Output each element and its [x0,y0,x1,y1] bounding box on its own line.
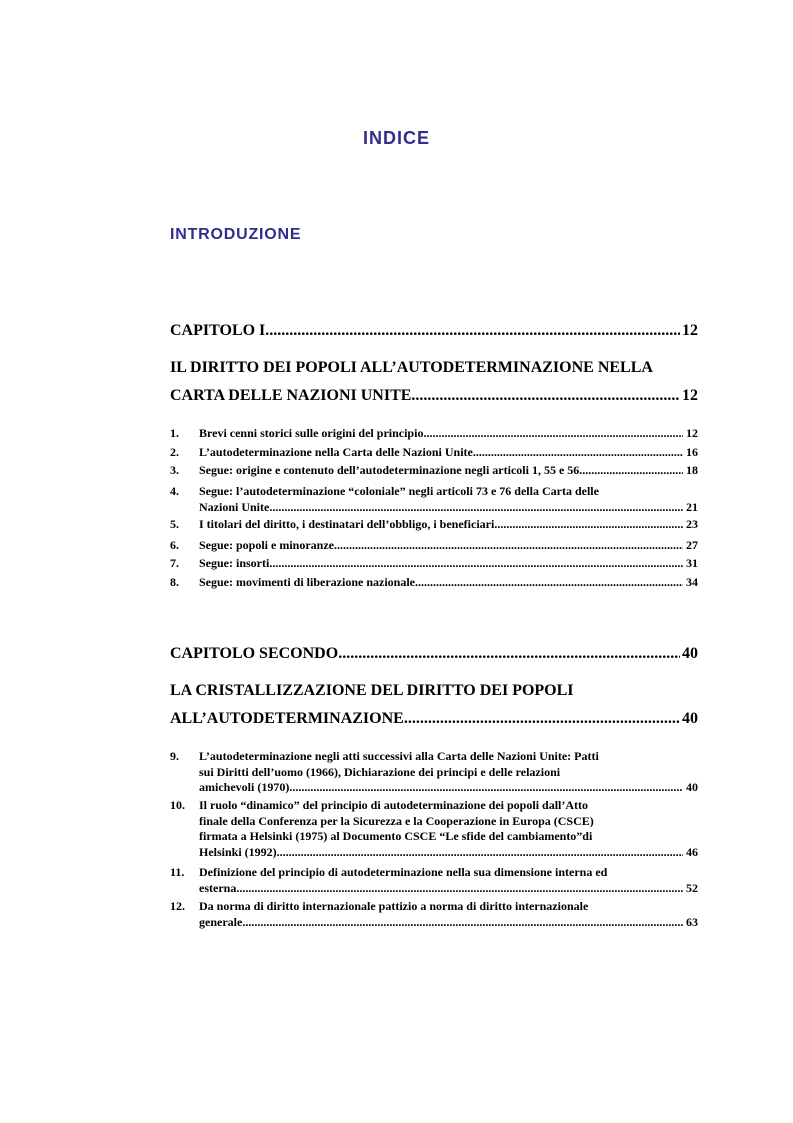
toc-entry-page: 40 [686,780,698,794]
toc-entry-text-line: L’autodeterminazione negli atti successivi alla Carta delle Nazioni Unite: Patti [199,749,599,763]
toc-entry-text: Segue: movimenti di liberazione nazionale [199,575,415,589]
toc-entry-text: Segue: insorti [199,556,270,570]
chapter-1-heading-line-2 [170,387,698,405]
toc-entry-text: esterna [199,880,237,895]
toc-entry-text: L’autodeterminazione nella Carta delle Nazioni Unite [199,445,473,459]
toc-entry-body [199,517,698,533]
toc-entry-number: 5. [170,517,179,531]
toc-entry-last-line [199,426,698,442]
chapter-2-label: CAPITOLO SECONDO [170,645,339,662]
toc-entry [170,749,698,796]
toc-entry-body [199,426,698,442]
toc-entry-number: 11. [170,865,185,879]
leader-dots [404,710,680,728]
leader-dots [277,845,683,861]
toc-entry-last-line [199,845,698,861]
leader-dots [411,387,680,405]
toc-entry-body [199,798,698,860]
toc-entry-number: 1. [170,426,179,440]
toc-entry-page: 34 [686,575,698,589]
toc-entry [170,899,698,930]
toc-entry-body [199,556,698,572]
leader-dots [494,517,683,533]
toc-entry-page: 63 [686,914,698,929]
toc-entry [170,517,698,533]
toc-entry-body [199,538,698,554]
toc-entry-page: 23 [686,517,698,531]
leader-dots [289,780,683,796]
chapter-2-heading-line-2 [170,710,698,728]
toc-entry-last-line [199,575,698,591]
leader-dots [473,445,683,461]
toc-entry-last-line [199,556,698,572]
leader-dots [579,463,683,479]
leader-dots [265,322,680,340]
chapter-2-heading-line-1: LA CRISTALLIZZAZIONE DEL DIRITTO DEI POPOLI [170,682,574,699]
toc-entry-text: generale [199,914,243,929]
toc-entry-text-line: finale della Conferenza per la Sicurezza e la Cooperazione in Europa (CSCE) [199,813,594,828]
toc-entry-page: 27 [686,538,698,552]
toc-entry-body [199,463,698,479]
chapter-2-heading-text: ALL’AUTODETERMINAZIONE [170,710,404,727]
chapter-1-heading-line-1: IL DIRITTO DEI POPOLI ALL’AUTODETERMINAZIONE NELLA [170,359,653,376]
toc-entry [170,426,698,442]
page-title: INDICE [362,128,430,148]
toc-entry-page: 18 [686,463,698,477]
toc-entry [170,538,698,554]
toc-entry-text: Helsinki (1992) [199,844,277,859]
toc-entry-number: 10. [170,798,185,812]
leader-dots [269,500,683,516]
toc-entry [170,865,698,896]
toc-entry-last-line [199,780,698,796]
toc-entry-last-line [199,538,698,554]
toc-entry-text-line: sui Diritti dell’uomo (1966), Dichiarazione dei principi e delle relazioni [199,764,561,779]
toc-entry-text-line: Definizione del principio di autodeterminazione nella sua dimensione interna ed [199,865,608,879]
toc-entry [170,445,698,461]
toc-entry-text: Segue: popoli e minoranze [199,538,334,552]
toc-entry-body [199,484,698,515]
toc-entry [170,556,698,572]
chapter-1-line [170,322,698,340]
toc-entry-text-line: Da norma di diritto internazionale pattizio a norma di diritto internazionale [199,899,589,913]
toc-entry-number: 12. [170,899,185,913]
toc-entry [170,798,698,860]
toc-entry-page: 46 [686,844,698,859]
toc-entry-text: I titolari del diritto, i destinatari dell’obbligo, i beneficiari [199,517,495,531]
toc-entry-number: 4. [170,484,179,498]
leader-dots [236,881,683,897]
toc-entry-page: 52 [686,880,698,895]
toc-entry-text: amichevoli (1970) [199,780,290,794]
toc-entry [170,575,698,591]
toc-entry-body [199,445,698,461]
toc-entry [170,484,698,515]
toc-entry-last-line [199,915,698,931]
toc-entry-number: 8. [170,575,179,589]
leader-dots [242,915,683,931]
toc-entry-body [199,899,698,930]
toc-entry-last-line [199,500,698,516]
toc-entry-number: 2. [170,445,179,459]
toc-entry-number: 6. [170,538,179,552]
leader-dots [334,538,683,554]
toc-entry-text-line: firmata a Helsinki (1975) al Documento CSCE “Le sfide del cambiamento”di [199,829,593,843]
leader-dots [269,556,683,572]
toc-entry-last-line [199,445,698,461]
toc-entry-body [199,865,698,896]
toc-entry-page: 12 [686,426,698,440]
toc-entry-body [199,749,698,796]
toc-entry-page: 16 [686,445,698,459]
toc-entry-number: 3. [170,463,179,477]
toc-entry [170,463,698,479]
toc-entry-text: Nazioni Unite [199,499,270,514]
toc-entry-text-line: Segue: l’autodeterminazione “coloniale” negli articoli 73 e 76 della Carta delle [199,484,599,498]
toc-entry-text-line: Il ruolo “dinamico” del principio di autodeterminazione dei popoli dall’Atto [199,798,589,812]
chapter-1-page: 12 [682,322,698,339]
chapter-2-page: 40 [682,645,698,662]
toc-entry-page: 21 [686,499,698,514]
toc-entry-last-line [199,517,698,533]
toc-entry-text: Segue: origine e contenuto dell’autodeterminazione negli articoli 1, 55 e 56 [199,463,580,477]
leader-dots [423,426,683,442]
toc-entry-number: 9. [170,749,179,763]
toc-entry-last-line [199,463,698,479]
chapter-1-heading-text: CARTA DELLE NAZIONI UNITE [170,387,412,404]
chapter-1-heading-page: 12 [682,387,698,404]
toc-entry-body [199,575,698,591]
toc-entry-text: Brevi cenni storici sulle origini del principio [199,426,424,440]
toc-entry-last-line [199,881,698,897]
introduction-heading: INTRODUZIONE [170,226,302,243]
leader-dots [415,575,683,591]
toc-entry-page: 31 [686,556,698,570]
chapter-2-line [170,645,698,663]
chapter-2-heading-page: 40 [682,710,698,727]
leader-dots [338,645,680,663]
toc-entry-number: 7. [170,556,179,570]
chapter-1-label: CAPITOLO I [170,322,266,339]
